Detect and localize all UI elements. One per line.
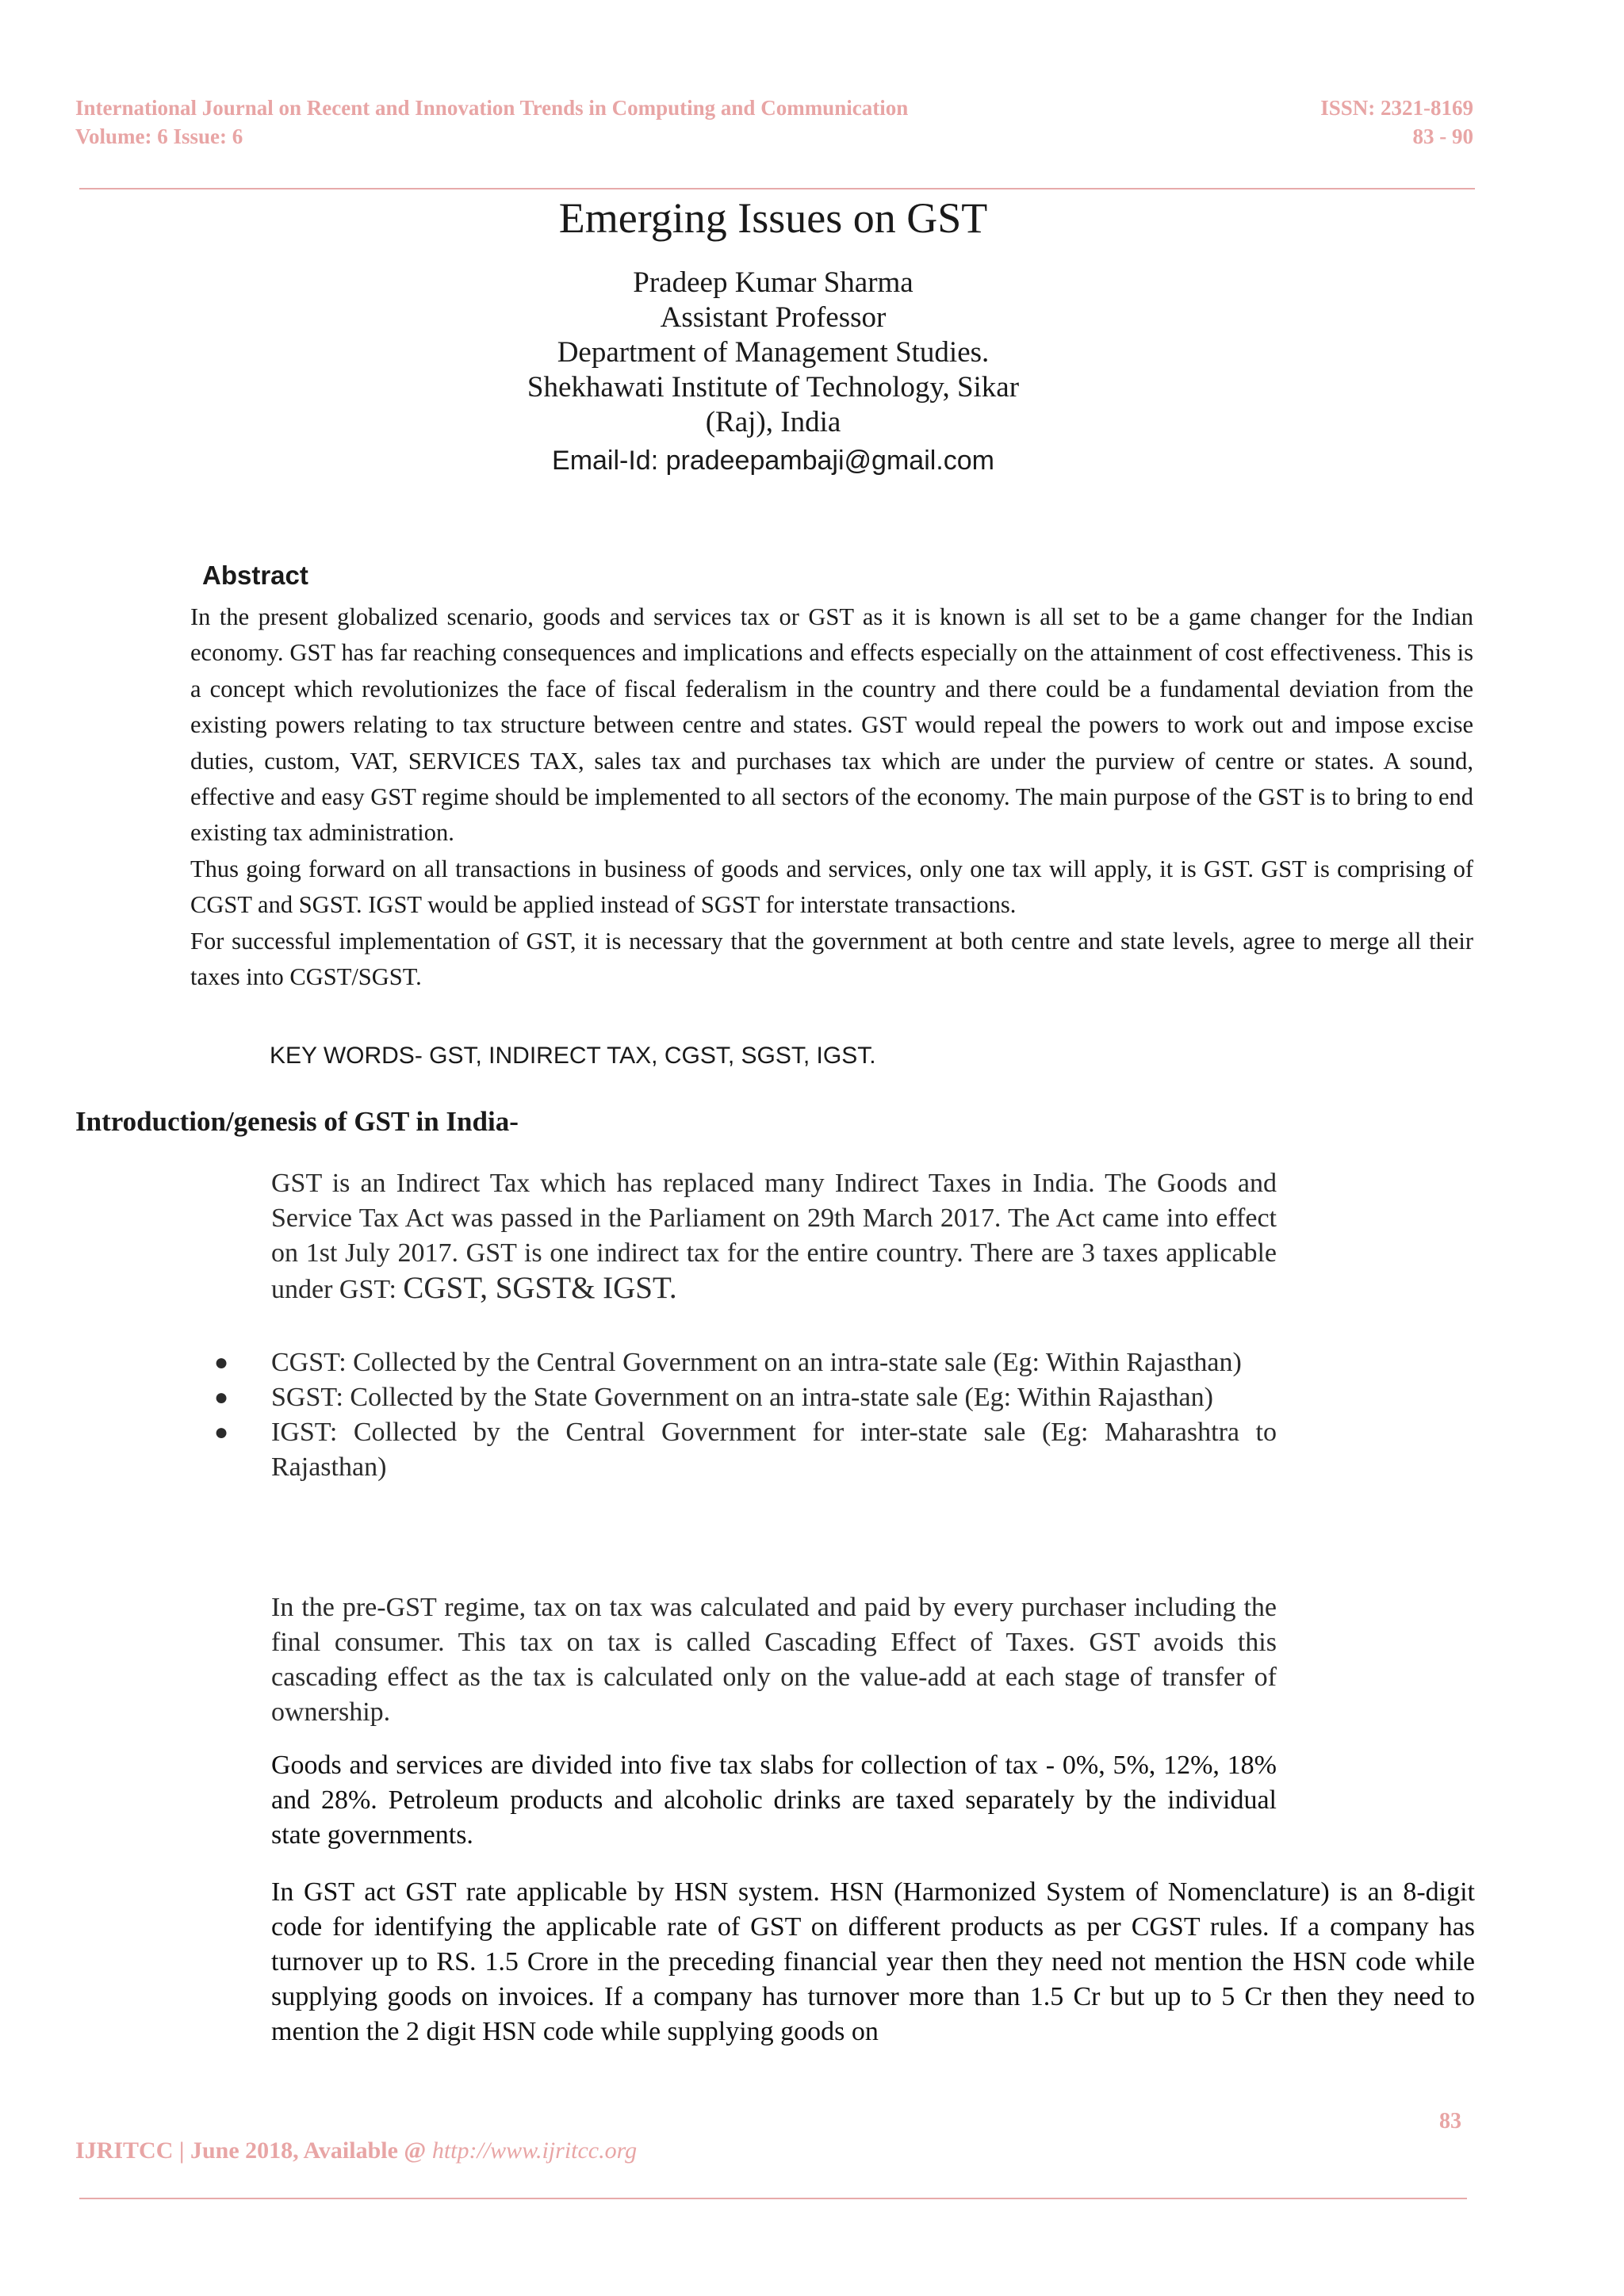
bullet-icon: ●: [214, 1384, 229, 1410]
author-department: Department of Management Studies.: [557, 336, 990, 369]
intro-paragraph-text: GST is an Indirect Tax which has replaced many Indirect Taxes in India. The Goods and Service Tax Act was passed in the Parliament on 29th March 2017. The Act came into effect on 1st July 2017. GST is one indirect tax for the entire country. There are 3 taxes applicable under GST:: [271, 1169, 1277, 1304]
abstract-paragraph: For successful implementation of GST, it is necessary that the government at both centre and state levels, agree to merge all their taxes into CGST/SGST.: [190, 927, 1473, 991]
paragraph-text: Goods and services are divided into five tax slabs for collection of tax - 0%, 5%, 12%, 18% and 28%. Petroleum products and alcoholic drinks are taxed separately by the individual state governments.: [271, 1751, 1277, 1850]
journal-name: International Journal on Recent and Innovation Trends in Computing and Communication: [75, 96, 909, 120]
list-item-text: IGST: Collected by the Central Government for inter-state sale (Eg: Maharashtra to Rajasthan): [271, 1418, 1277, 1482]
running-header-left: [75, 94, 908, 151]
intro-paragraph: [271, 1166, 1277, 1307]
keywords: KEY WORDS- GST, INDIRECT TAX, CGST, SGST, IGST.: [270, 1043, 876, 1069]
bullet-icon: ●: [214, 1419, 229, 1445]
footer-rule: [79, 2198, 1467, 2199]
paragraph-text: In GST act GST rate applicable by HSN system. HSN (Harmonized System of Nomenclature) is an 8-digit code for identifying the applicable rate of GST on different products as per CGST rules. If a company has turnover up to RS. 1.5 Crore in the preceding financial year then they need not mention the HSN code while supplying goods on invoices. If a company has turnover more than 1.5 Cr but up to 5 Cr then they need to mention the 2 digit HSN code while supplying goods on: [271, 1877, 1475, 2046]
footer-link[interactable]: http://www.ijritcc.org: [431, 2137, 638, 2164]
author-block: [0, 266, 1546, 478]
body-paragraph: [271, 1875, 1475, 2049]
author-institute: Shekhawati Institute of Technology, Sikar: [527, 371, 1020, 404]
paper-title: Emerging Issues on GST: [558, 194, 988, 242]
page-range: 83 - 90: [1412, 124, 1473, 148]
footer-text: IJRITCC | June 2018, Available @: [75, 2137, 432, 2164]
author-location: (Raj), India: [705, 406, 841, 438]
author-name: Pradeep Kumar Sharma: [633, 266, 914, 299]
footer: [75, 2137, 637, 2164]
author-position: Assistant Professor: [660, 301, 887, 334]
list-item-text: SGST: Collected by the State Government on an intra-state sale (Eg: Within Rajasthan): [271, 1383, 1213, 1412]
running-header-right: [1320, 94, 1473, 151]
abstract-paragraph: In the present globalized scenario, goods and services tax or GST as it is known is all set to be a game changer for the Indian economy. GST has far reaching consequences and implications and effects especially on the attainment of cost effectiveness. This is a concept which revolutionizes the face of fiscal federalism in the country and there could be a fundamental deviation from the existing powers relating to tax structure between centre and states. GST would repeal the powers to work out and impose excise duties, custom, VAT, SERVICES TAX, sales tax and purchases tax which are under the purview of centre or states. A sound, effective and easy GST regime should be implemented to all sectors of the economy. The main purpose of the GST is to bring to end existing tax administration.: [190, 603, 1473, 847]
list-item-text: CGST: Collected by the Central Government on an intra-state sale (Eg: Within Rajasthan): [271, 1348, 1242, 1377]
issn: ISSN: 2321-8169: [1320, 96, 1473, 120]
abstract-heading: Abstract: [202, 561, 308, 590]
author-email: Email-Id: pradeepambaji@gmail.com: [552, 446, 994, 476]
tax-types-list: [214, 1345, 1277, 1485]
list-item: [214, 1380, 1277, 1415]
abstract-body: [190, 599, 1473, 995]
body-paragraph: [271, 1748, 1277, 1853]
paragraph-text: In the pre-GST regime, tax on tax was calculated and paid by every purchaser including the final consumer. This tax on tax is called Cascading Effect of Taxes. GST avoids this cascading effect as the tax is calculated only on the value-add at each stage of transfer of ownership.: [271, 1593, 1277, 1727]
body-paragraph: [271, 1590, 1277, 1730]
list-item: [214, 1345, 1277, 1380]
section-heading: Introduction/genesis of GST in India-: [75, 1106, 519, 1137]
intro-paragraph-emphasis: CGST, SGST& IGST.: [403, 1271, 677, 1305]
bullet-icon: ●: [214, 1349, 229, 1376]
header-rule: [79, 188, 1475, 189]
volume-issue: Volume: 6 Issue: 6: [75, 124, 243, 148]
list-item: [214, 1415, 1277, 1485]
page-number: 83: [1439, 2109, 1461, 2133]
abstract-paragraph: Thus going forward on all transactions in business of goods and services, only one tax will apply, it is GST. GST is comprising of CGST and SGST. IGST would be applied instead of SGST for interstate transactions.: [190, 855, 1473, 919]
